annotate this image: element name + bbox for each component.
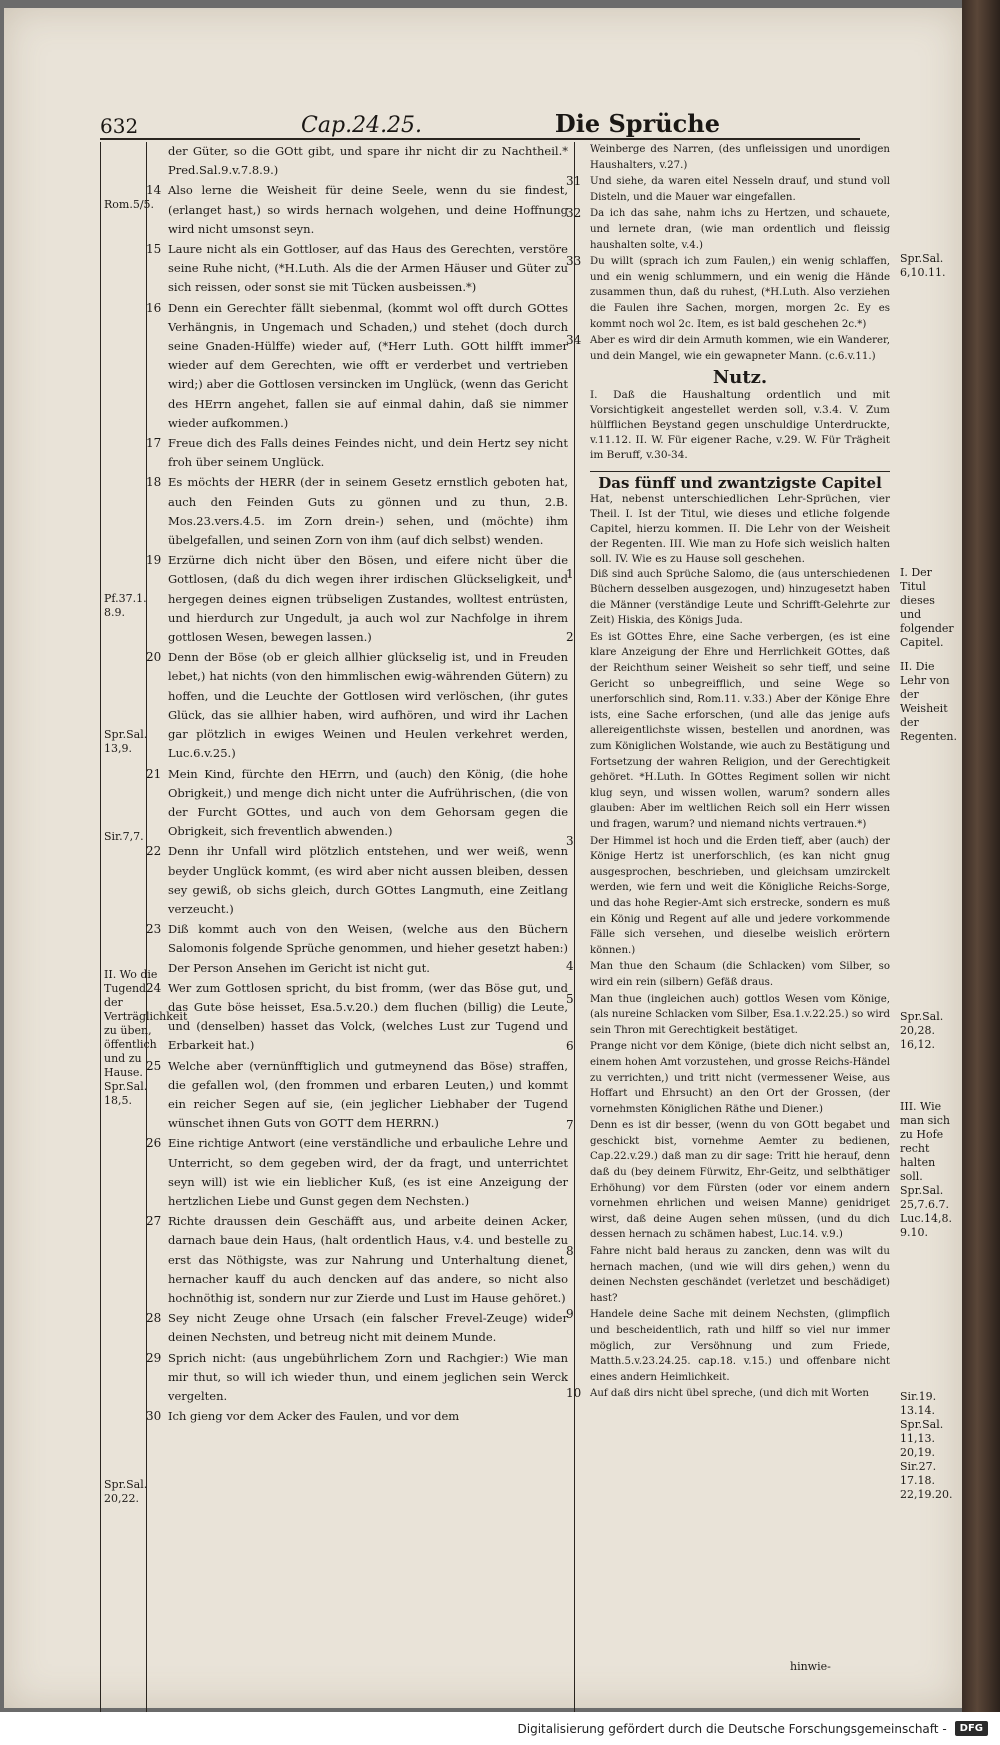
verse-text: Es ist GOttes Ehre, eine Sache verbergen, (es ist eine klare Anzeigung der Ehre und Herrlichkeit GOttes, daß der Reichthum seiner Weisheit so sehr tieff, und seine Gericht so unbegreifflich, und seine Wege so unerforschlich sind, Rom.11. v.33.) Aber der Könige Ehre ists, eine Sache erforschen, (und alle das jenige aufs allereigentlichste wissen, bestellen und anordnen, was zum Königlichen Wolstande, wie auch zu Bestätigung und Fortsetzung der wahren Religion, und der Gerechtigkeit gehöret. *H.Luth. In GOttes Regiment sollen wir nicht klug seyn, und wissen wollen, warum? sondern alles glauben: Aber im weltlichen Reich soll ein Herr wissen und fragen, warum? und niemand nichts vertrauen.*) [590, 631, 890, 830]
verse-text: Diß kommt auch von den Weisen, (welche aus den Büchern Salomonis folgende Sprüche genommen, und hieher gesetzt haben:) Der Person Ansehen im Gericht ist nicht gut. [168, 922, 568, 975]
verse [146, 1057, 568, 1134]
verse-number: 28 [146, 1311, 162, 1326]
verse [566, 566, 890, 629]
verse-number: 29 [146, 1350, 162, 1365]
frame-line-center [574, 142, 575, 1715]
verse [146, 648, 568, 763]
book-binding [962, 0, 1000, 1745]
verse-number: 26 [146, 1136, 162, 1151]
verse-number: 5 [566, 991, 574, 1006]
verse-text: Diß sind auch Sprüche Salomo, die (aus unterschiedenen Büchern desselben ausgezogen, und) hinzugesetzt haben die Männer (verständige Leute und Schrifft-Gelehrte zur Zeit) Hiskia, des Königs Juda. [590, 568, 890, 627]
verse [146, 842, 568, 919]
verse-number: 23 [146, 922, 162, 937]
verse-text: Fahre nicht bald heraus zu zancken, denn was wilt du hernach machen, (und wie will dirs gehen,) wenn du deinen Nechsten geschändet (verletzet und beschädiget) hast? [590, 1246, 890, 1304]
verse [566, 1307, 890, 1385]
verse-text: Denn der Böse (ob er gleich allhier glückselig ist, und in Freuden lebet,) hat nichts (von den himmlischen ewig-währenden Gütern) zu hoffen, und die Leuchte der Gottlosen wird verlöschen, (ihr gutes Glück, das sie allhier haben, wird aufhören, und wird ihr Lachen gar plötzlich in ewiges Weinen und Heulen verkehret werden, Luc.6.v.25.) [168, 650, 568, 761]
verse-text: Du willt (sprach ich zum Faulen,) ein wenig schlaffen, und ein wenig schlummern, und ein wenig die Hände zusammen thun, daß du ruhest, (*H.Luth. Also verziehen die Faulen ihre Sachen, morgen, morgen 2c. Ey es kommt noch wol 2c. Item, es ist bald geschehen 2c.*) [590, 256, 890, 330]
verse-text: Da ich das sahe, nahm ichs zu Hertzen, und schauete, und lernete dran, (wie man ordentlich und fleissig haushalten solte, v.4.) [590, 208, 890, 251]
verse-text: Erzürne dich nicht über den Bösen, und eifere nicht über die Gottlosen, (daß du dich wegen ihrer irdischen Glückseligkeit, und hergegen deines eignen trübseligen Zustandes, wolltest entrüsten, und hierdurch zur Ungedult, ja auch wol zur Nachfolge in ihrem gottlosen Wesen, bewegen lassen.) [168, 553, 568, 645]
chapter-title: Das fünff und zwantzigste Capitel [598, 473, 882, 492]
verse [566, 1039, 890, 1117]
verse-number: 32 [566, 206, 582, 221]
verse [146, 299, 568, 433]
verse-number: 9 [566, 1307, 574, 1322]
verse-number: 22 [146, 844, 162, 859]
verse [146, 1134, 568, 1211]
verse-number: 4 [566, 959, 574, 974]
verse-text: Denn ein Gerechter fällt siebenmal, (kommt wol offt durch GOttes Verhängnis, in Ungemach und Schaden,) und stehet (doch durch seine Gnaden-Hülffe) wieder auf, (*Herr Luth. GOtt hilfft immer wieder auf dem Gerechten, wie offt er verderbet und vertrieben wird;) aber die Gottlosen versincken im Unglück, (wenn das Gericht des HErrn angehet, fallen sie auf einmal dahin, daß sie nimmer wieder aufkommen.) [168, 300, 568, 430]
verse-number: 21 [146, 766, 162, 781]
verse [146, 434, 568, 472]
verse-number: 24 [146, 980, 162, 995]
verse-text: Ich gieng vor dem Acker des Faulen, und vor dem [168, 1409, 460, 1424]
verse-number: 2 [566, 629, 574, 644]
verse-number: 17 [146, 436, 162, 451]
verse [566, 1386, 890, 1402]
verse-text: Denn es ist dir besser, (wenn du von GOtt begabet und geschickt bist, vornehme Aemter zu bedienen, Cap.22.v.29.) daß man zu dir sage: Tritt hie herauf, denn daß du (bey deinem Fürwitz, Ehr-Geitz, und selbthätiger Erhöhung) vor dem Fürsten (oder vor einem andern vornehmen ehrlichen und weisen Manne) genidriget wirst, daß deine Augen sehen müssen, (und du dich dessen hernach zu schämen habest, Luc.14. v.9.) [590, 1120, 890, 1241]
verse [146, 765, 568, 842]
verse [566, 959, 890, 990]
verse [168, 142, 568, 180]
verse-text: Also lerne die Weisheit für deine Seele, wenn du sie findest, (erlanget hast,) so wirds hernach wolgehen, und deine Hoffnung wird nicht umsonst seyn. [168, 183, 568, 236]
verse-number: 18 [146, 475, 162, 490]
verse-text: Auf daß dirs nicht übel spreche, (und dich mit Worten [590, 1388, 869, 1400]
dfg-logo-icon: DFG [955, 1721, 988, 1736]
verse [146, 979, 568, 1056]
verse [566, 991, 890, 1039]
verse [146, 1349, 568, 1407]
verse-text: der Güter, so die GOtt gibt, und spare ihr nicht dir zu Nachtheil.* Pred.Sal.9.v.7.8.9.) [168, 144, 568, 178]
verse-text: Der Himmel ist hoch und die Erden tieff, aber (auch) der Könige Hertz ist unerforschlich, (es kan nicht gnug ausgesprochen, beschrieben, und gleichsam umzirckelt werden, wie fern und weit die Königliche Reichs-Sorge, und das hohe Regier-Amt sich erstrecke, sondern es muß ein König und Regent auf alle und jedere vorkommende Fälle sich versehen, und dieselbe weislich erörtern können.) [590, 835, 890, 956]
verse-number: 31 [566, 174, 582, 189]
verse-text: Aber es wird dir dein Armuth kommen, wie ein Wanderer, und dein Mangel, wie ein gewapneter Mann. (c.6.v.11.) [590, 335, 890, 362]
margin-note: Rom.5/5. [104, 198, 155, 211]
margin-note: II. Die Lehr von der Weisheit der Regenten. [900, 660, 957, 743]
page-number: 632 [100, 114, 139, 138]
margin-note: Spr.Sal. 20,22. [104, 1478, 148, 1505]
verse [566, 174, 890, 205]
verse-text: Freue dich des Falls deines Feindes nicht, und dein Hertz sey nicht froh über seinem Unglück. [168, 436, 568, 470]
chapter-reference: Cap.24.25. [301, 113, 423, 138]
verse-number: 34 [566, 333, 582, 348]
verse-number: 25 [146, 1058, 162, 1073]
verse-number: 16 [146, 300, 162, 315]
verse-text: Laure nicht als ein Gottloser, auf das Haus des Gerechten, verstöre seine Ruhe nicht, (*H.Luth. Als die der Armen Häuser und Güter zu sich reissen, oder sonst sie mit Tücken ausbeissen.*) [168, 242, 568, 295]
verse-text: Sey nicht Zeuge ohne Ursach (ein falscher Frevel-Zeuge) wider deinen Nechsten, und betreug nicht mit deinem Munde. [168, 1311, 568, 1345]
verse-number: 27 [146, 1214, 162, 1229]
verse [566, 333, 890, 364]
verse-text: Weinberge des Narren, (des unfleissigen und unordigen Haushalters, v.27.) [590, 144, 890, 171]
catchword: hinwie- [790, 1660, 831, 1673]
verse [146, 473, 568, 550]
page-header [100, 108, 860, 140]
margin-note: Spr.Sal. 20,28. 16,12. [900, 1010, 944, 1051]
verse-number: 14 [146, 183, 162, 198]
chapter-summary: Hat, nebenst unterschiedlichen Lehr-Sprüchen, vier Theil. I. Ist der Titul, wie dieses und etliche folgende Capitel, hierzu kommen. II. Die Lehr von der Weisheit der Regenten. III. Wie man zu Hofe sich weislich halten soll. IV. Wie es zu Hause soll geschehen. [590, 492, 890, 565]
verse-number: 10 [566, 1386, 582, 1401]
verse [566, 833, 890, 959]
verse-number: 20 [146, 650, 162, 665]
running-title: Die Sprüche [554, 109, 720, 138]
footer-credit-text: Digitalisierung gefördert durch die Deutsche Forschungsgemeinschaft - [517, 1721, 947, 1736]
verse-text: Welche aber (vernünfftiglich und gutmeynend das Böse) straffen, die gefallen wol, (den frommen und erbaren Leuten,) und kommt ein reicher Segen auf sie, (ein jeglicher Liebhaber der Tugend wünschet ihnen Guts von GOTT dem HERRN.) [168, 1058, 568, 1131]
chapter-intro [590, 471, 890, 567]
verse [566, 206, 890, 253]
verse-text: Handele deine Sache mit deinem Nechsten, (glimpflich und bescheidentlich, rath und hilff so viel nur immer möglich, zur Versöhnung und zum Friede, Matth.5.v.23.24.25. cap.18. v.15.) und offenbare nicht eines andern Heimlichkeit. [590, 1309, 890, 1383]
verse [146, 1212, 568, 1308]
verse [566, 1244, 890, 1306]
verse-number: 15 [146, 242, 162, 257]
margin-note: Sir.19. 13.14. Spr.Sal. 11,13. 20,19. Sir.27. 17.18. 22,19.20. [900, 1390, 953, 1501]
verse-text: Denn ihr Unfall wird plötzlich entstehen, und wer weiß, wenn beyder Unglück kommt, (es wird aber nicht aussen bleiben, dessen sey gewiß, ob sichs gleich, durch GOttes Langmuth, eine Zeitlang verzeucht.) [168, 844, 568, 916]
verse [146, 181, 568, 239]
digitization-footer [0, 1712, 1000, 1745]
verse-text: Und siehe, da waren eitel Nesseln drauf, und stund voll Disteln, und die Mauer war eingefallen. [590, 176, 890, 203]
verse-text: Richte draussen dein Geschäfft aus, und arbeite deinen Acker, darnach baue dein Haus, (halt ordentlich Haus, v.4. und bestelle zu erst das Nöthigste, was zur Nahrung und Unterhaltung dienet, hernacher kauff du auch dencken auf das andere, so nicht also hochnöthig ist, sondern nur zur Zierde und Lust im Hause gehöret.) [168, 1214, 568, 1305]
verse [590, 142, 890, 173]
verse-text: Wer zum Gottlosen spricht, du bist fromm, (wer das Böse gut, und das Gute böse heisset, Esa.5.v.20.) dem fluchen (billig) die Leute, und (denselben) hasset das Volck, (welches Lust zur Tugend und Erbarkeit hat.) [168, 980, 568, 1053]
verse [146, 1309, 568, 1347]
margin-note: Sir.7,7. [104, 830, 144, 843]
verse-text: Sprich nicht: (aus ungebührlichem Zorn und Rachgier:) Wie man mir thut, so will ich wieder thun, und einem jeglichen sein Werck vergelten. [168, 1350, 568, 1403]
verse [146, 551, 568, 647]
nutz-text: I. Daß die Haushaltung ordentlich und mit Vorsichtigkeit angestellet werden soll, v.3.4. V. Zum hülfflichen Beystand gegen unschuldige Unterdruckte, v.11.12. II. W. Für eigener Rache, v.29. W. Für Trägheit im Beruff, v.30-34. [590, 388, 890, 461]
verse-number: 6 [566, 1039, 574, 1054]
nutz-heading: Nutz. [712, 367, 768, 389]
verse [566, 1118, 890, 1243]
frame-line-outer-left [100, 142, 101, 1715]
verse-number: 30 [146, 1409, 162, 1424]
verse [566, 629, 890, 833]
right-text-column [566, 142, 890, 1403]
margin-note: Spr.Sal. 6,10.11. [900, 252, 946, 279]
verse [146, 240, 568, 298]
verse-number: 8 [566, 1244, 574, 1259]
verse-number: 19 [146, 553, 162, 568]
verse-text: Mein Kind, fürchte den HErrn, und (auch) den König, (die hohe Obrigkeit,) und menge dich nicht unter die Aufrührischen, (die von der Furcht GOttes, und auch von dem Gehorsam gegen die Obrigkeit, sich freventlich abwenden.) [168, 766, 568, 839]
margin-note: Pf.37.1. 8.9. [104, 592, 147, 619]
verse-number: 1 [566, 566, 574, 581]
verse-number: 7 [566, 1118, 574, 1133]
verse [146, 1407, 568, 1426]
margin-note: III. Wie man sich zu Hofe recht halten soll. Spr.Sal. 25,7.6.7. Luc.14,8. 9.10. [900, 1100, 953, 1239]
margin-note: II. Wo die Tugend der Verträglichkeit zu üben, öffentlich und zu Hause. Spr.Sal. 18,5. [104, 968, 188, 1107]
margin-note: I. Der Titul dieses und folgender Capitel. [900, 566, 954, 649]
verse-text: Man thue den Schaum (die Schlacken) vom Silber, so wird ein rein (silbern) Gefäß draus. [590, 961, 890, 988]
margin-note: Spr.Sal. 13,9. [104, 728, 148, 755]
verse-text: Prange nicht vor dem Könige, (biete dich nicht selbst an, einem hohen Amt vorzustehen, und grosse Reichs-Händel zu verrichten,) und tritt nicht (vermessener Weise, aus Hoffart und Ehrsucht) an den Ort der Grossen, (der vornehmsten Königlichen Räthe und Diener.) [590, 1041, 890, 1115]
verse-number: 33 [566, 254, 582, 269]
verse-text: Es möchts der HERR (der in seinem Gesetz ernstlich geboten hat, auch den Feinden Guts zu gönnen und zu thun, 2.B. Mos.23.vers.4.5. im Zorn drein-) sehen, und (möchte) ihm übelgefallen, und seinen Zorn von ihm (auf dich selbst) wenden. [168, 475, 568, 548]
verse-text: Eine richtige Antwort (eine verständliche und erbauliche Lehre und Unterricht, so dem gegeben wird, der da fragt, und unterrichtet seyn will) ist wie ein lieblicher Kuß, (es ist eine Anzeigung der hertzlichen Liebe und Gunst gegen dem Nechsten.) [168, 1136, 568, 1208]
verse [566, 254, 890, 332]
verse-text: Man thue (ingleichen auch) gottlos Wesen vom Könige, (als nureine Schlacken vom Silber, Esa.1.v.22.25.) so wird sein Thron mit Gerechtigkeit bestätiget. [590, 993, 890, 1036]
verse [146, 920, 568, 978]
verse-number: 3 [566, 833, 574, 848]
